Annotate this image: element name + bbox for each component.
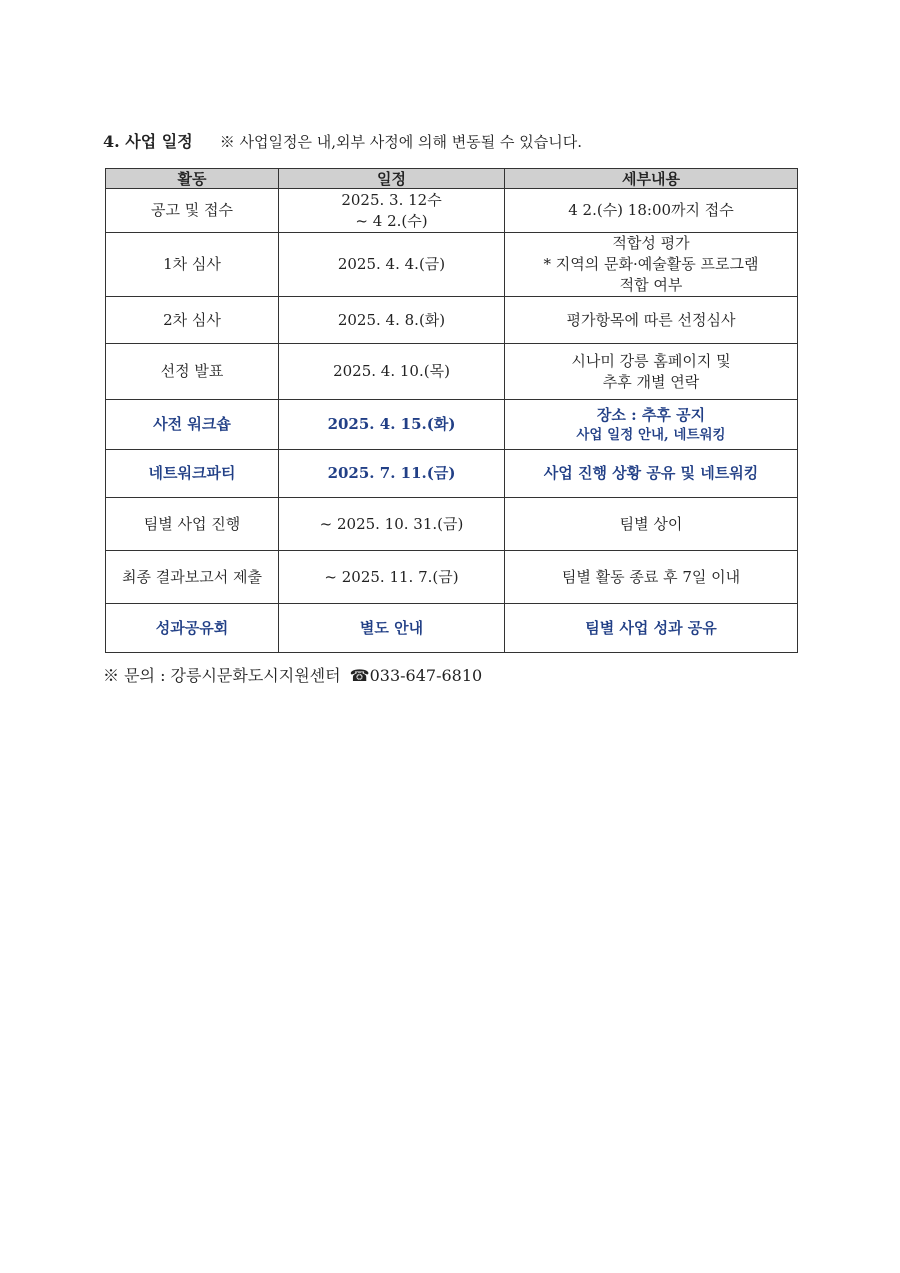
schedule-cell: 2025. 4. 15.(화) (279, 400, 505, 450)
schedule-note: ※ 사업일정은 내,외부 사정에 의해 변동될 수 있습니다. (219, 133, 582, 151)
schedule-line: ~ 4 2.(수) (355, 211, 428, 230)
schedule-cell (279, 189, 505, 233)
schedule-line: 2025. 3. 12수 (341, 190, 442, 209)
detail-line: * 지역의 문화·예술활동 프로그램 (543, 255, 759, 273)
schedule-cell: 2025. 4. 8.(화) (279, 297, 505, 344)
activity-cell: 2차 심사 (106, 297, 279, 344)
schedule-table (105, 168, 798, 653)
schedule-cell: 별도 안내 (279, 604, 505, 653)
phone-number: 033-647-6810 (369, 666, 483, 685)
table-header-row (106, 169, 798, 189)
activity-cell: 공고 및 접수 (106, 189, 279, 233)
table-row (106, 297, 798, 344)
phone-icon: ☎ (349, 666, 370, 685)
detail-cell: 팀별 상이 (505, 498, 798, 551)
section-heading (103, 128, 803, 156)
schedule-cell: 2025. 4. 10.(목) (279, 344, 505, 400)
schedule-cell: 2025. 4. 4.(금) (279, 233, 505, 297)
detail-cell (505, 344, 798, 400)
detail-cell: 팀별 활동 종료 후 7일 이내 (505, 551, 798, 604)
activity-cell: 사전 워크숍 (106, 400, 279, 450)
table-row (106, 344, 798, 400)
table-row (106, 450, 798, 498)
table-row (106, 189, 798, 233)
detail-line: 시나미 강릉 홈페이지 및 (571, 351, 731, 370)
detail-line: 장소 : 추후 공지 (596, 406, 706, 424)
activity-cell: 네트워크파티 (106, 450, 279, 498)
contact-footer (103, 664, 803, 688)
schedule-cell: ~ 2025. 11. 7.(금) (279, 551, 505, 604)
activity-cell: 성과공유회 (106, 604, 279, 653)
activity-cell: 1차 심사 (106, 233, 279, 297)
table-row (106, 551, 798, 604)
detail-cell: 4 2.(수) 18:00까지 접수 (505, 189, 798, 233)
detail-line: 추후 개별 연락 (602, 372, 700, 391)
header-detail: 세부내용 (505, 169, 798, 189)
activity-cell: 팀별 사업 진행 (106, 498, 279, 551)
detail-line: 사업 일정 안내, 네트워킹 (576, 427, 726, 443)
detail-cell: 평가항목에 따른 선정심사 (505, 297, 798, 344)
schedule-cell: 2025. 7. 11.(금) (279, 450, 505, 498)
table-row (106, 498, 798, 551)
schedule-cell: ~ 2025. 10. 31.(금) (279, 498, 505, 551)
detail-cell: 사업 진행 상황 공유 및 네트워킹 (505, 450, 798, 498)
table-row (106, 604, 798, 653)
activity-cell: 최종 결과보고서 제출 (106, 551, 279, 604)
header-schedule: 일정 (279, 169, 505, 189)
detail-line: 적합성 평가 (612, 234, 690, 252)
section-title: 4. 사업 일정 (103, 132, 193, 151)
activity-cell: 선정 발표 (106, 344, 279, 400)
detail-cell: 팀별 사업 성과 공유 (505, 604, 798, 653)
detail-line: 적합 여부 (619, 276, 683, 294)
table-row (106, 233, 798, 297)
table-row (106, 400, 798, 450)
detail-cell (505, 400, 798, 450)
detail-cell (505, 233, 798, 297)
header-activity: 활동 (106, 169, 279, 189)
contact-label: ※ 문의 : 강릉시문화도시지원센터 (103, 666, 341, 685)
